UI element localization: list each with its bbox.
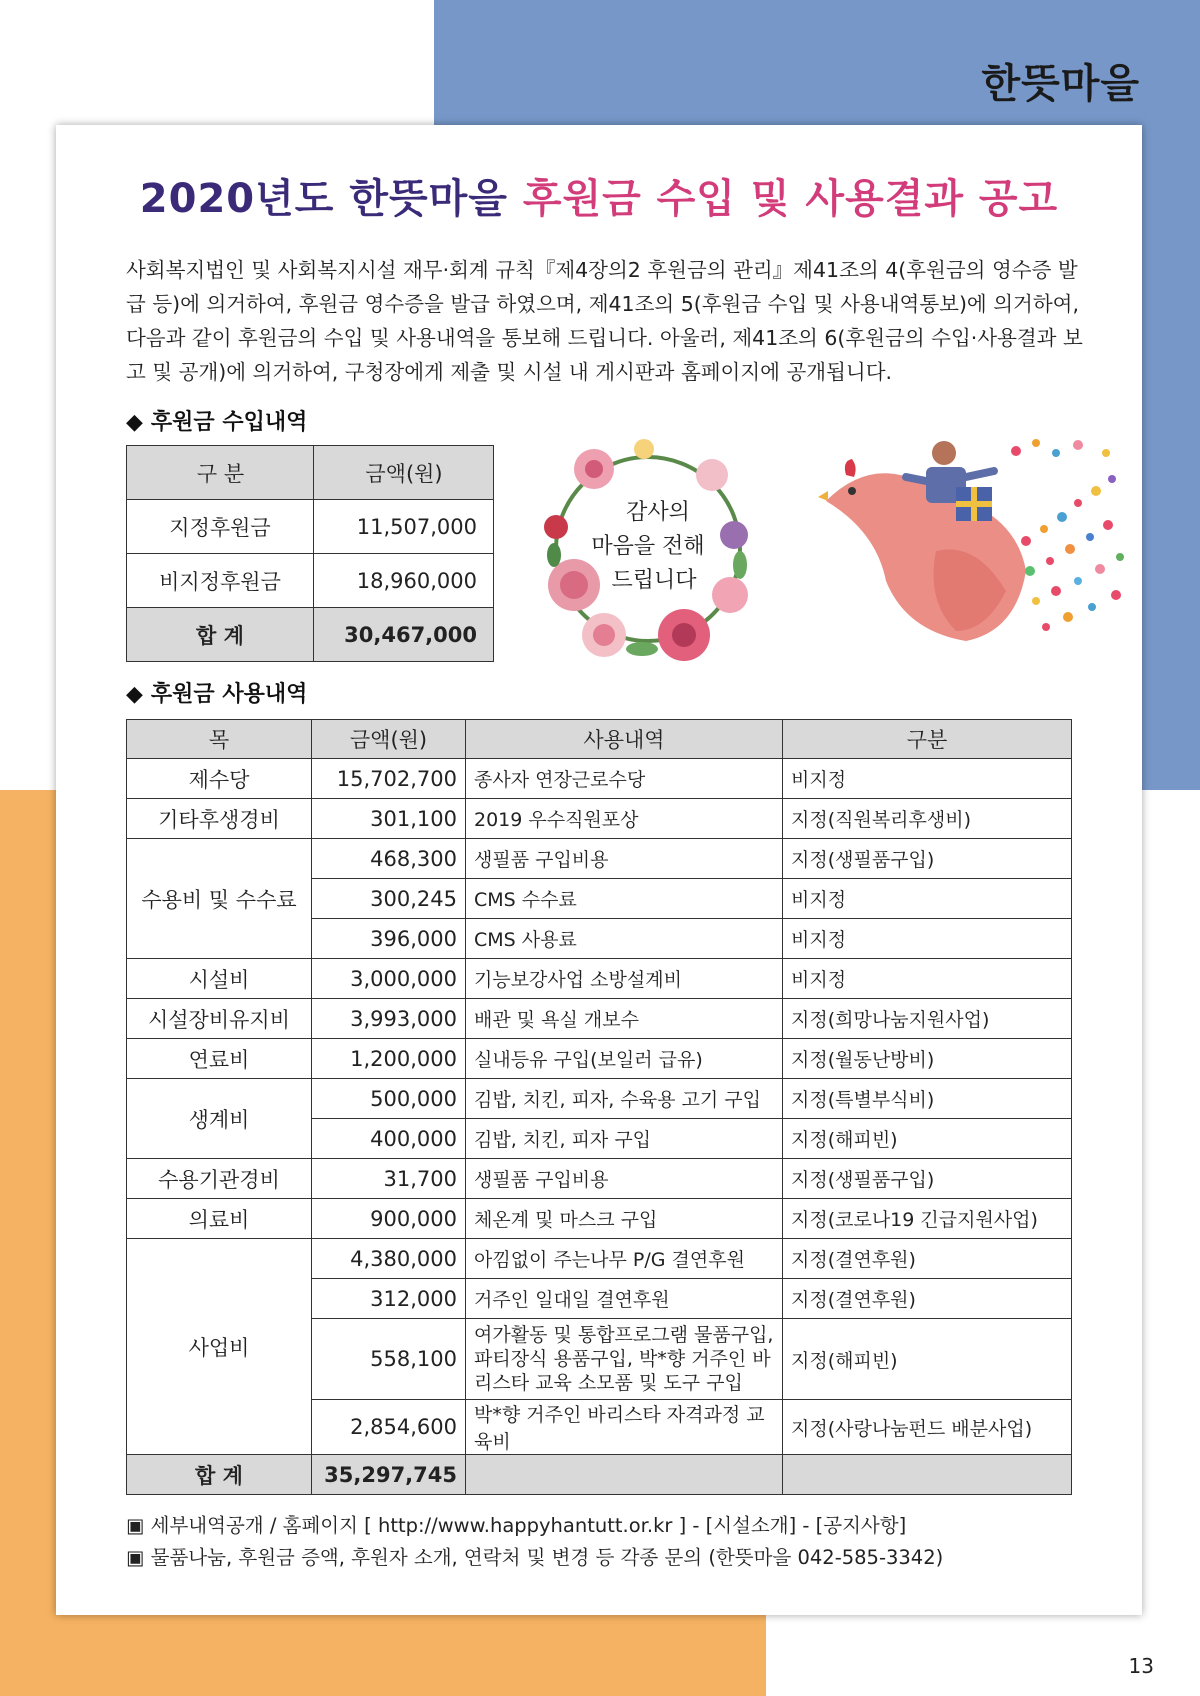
usage-type: 지정(코로나19 긴급지원사업) bbox=[783, 1199, 1072, 1239]
table-header-row bbox=[127, 446, 494, 500]
usage-amount: 2,854,600 bbox=[312, 1400, 466, 1455]
notice-card bbox=[56, 125, 1142, 1615]
usage-type: 지정(직원복리후생비) bbox=[783, 799, 1072, 839]
usage-amount: 558,100 bbox=[312, 1319, 466, 1400]
usage-amount: 3,000,000 bbox=[312, 959, 466, 999]
usage-description: 김밥, 치킨, 피자 구입 bbox=[466, 1119, 783, 1159]
usage-description: 종사자 연장근로수당 bbox=[466, 759, 783, 799]
wreath-text-line: 마음을 전해 bbox=[591, 534, 705, 559]
usage-category: 시설장비유지비 bbox=[127, 999, 312, 1039]
income-table bbox=[126, 445, 494, 662]
usage-amount: 4,380,000 bbox=[312, 1239, 466, 1279]
usage-amount: 400,000 bbox=[312, 1119, 466, 1159]
title-part1: 2020년도 한뜻마을 bbox=[139, 176, 523, 222]
usage-description: 실내등유 구입(보일러 급유) bbox=[466, 1039, 783, 1079]
income-category: 지정후원금 bbox=[127, 500, 314, 554]
usage-description: 생필품 구입비용 bbox=[466, 1159, 783, 1199]
total-label: 합 계 bbox=[127, 608, 314, 662]
header-cell: 목 bbox=[127, 720, 312, 759]
income-total-row bbox=[127, 608, 494, 662]
usage-amount: 312,000 bbox=[312, 1279, 466, 1319]
usage-description: CMS 수수료 bbox=[466, 879, 783, 919]
income-heading: ◆ 후원금 수입내역 bbox=[126, 410, 308, 435]
usage-category: 사업비 bbox=[127, 1239, 312, 1455]
table-row bbox=[127, 1199, 1072, 1239]
usage-amount: 468,300 bbox=[312, 839, 466, 879]
usage-category: 수용비 및 수수료 bbox=[127, 839, 312, 959]
diamond-bullet-icon: ◆ bbox=[126, 410, 143, 435]
diamond-bullet-icon: ◆ bbox=[126, 682, 143, 707]
header-cell: 구 분 bbox=[127, 446, 314, 500]
usage-type: 지정(월동난방비) bbox=[783, 1039, 1072, 1079]
usage-amount: 3,993,000 bbox=[312, 999, 466, 1039]
usage-description: 2019 우수직원포상 bbox=[466, 799, 783, 839]
note-line: ▣ 물품나눔, 후원금 증액, 후원자 소개, 연락처 및 변경 등 각종 문의 (한뜻마을 042-585-3342) bbox=[126, 1546, 944, 1569]
intro-paragraph: 사회복지법인 및 사회복지시설 재무·회계 규칙『제4장의2 후원금의 관리』제41조의 4(후원금의 영수증 발급 등)에 의거하여, 후원금 영수증을 발급 하였으며, 제41조의 5(후원금 수입 및 사용내역통보)에 의거하여, 다음과 같이 후원금의 수입 및 사용내역을 통보해 드립니다. 아울러, 제41조의 6(후원금의 수입·사용결과 보고 및 공개)에 의거하여, 구청장에게 제출 및 시설 내 게시판과 홈페이지에 공개됩니다. bbox=[126, 258, 1083, 384]
header-cell: 금액(원) bbox=[314, 446, 494, 500]
usage-type: 지정(사랑나눔펀드 배분사업) bbox=[783, 1400, 1072, 1455]
usage-type: 지정(생필품구입) bbox=[783, 839, 1072, 879]
usage-type: 지정(희망나눔지원사업) bbox=[783, 999, 1072, 1039]
total-label: 합 계 bbox=[127, 1455, 312, 1495]
income-category: 비지정후원금 bbox=[127, 554, 314, 608]
table-row bbox=[127, 500, 494, 554]
usage-type: 비지정 bbox=[783, 919, 1072, 959]
usage-description: 아낌없이 주는나무 P/G 결연후원 bbox=[466, 1239, 783, 1279]
usage-category: 의료비 bbox=[127, 1199, 312, 1239]
page-number: 13 bbox=[1128, 1654, 1154, 1678]
usage-description: 김밥, 치킨, 피자, 수육용 고기 구입 bbox=[466, 1079, 783, 1119]
total-amount: 30,467,000 bbox=[314, 608, 494, 662]
usage-description: 거주인 일대일 결연후원 bbox=[466, 1279, 783, 1319]
wreath-text-line: 드립니다 bbox=[611, 568, 697, 593]
header-cell: 구분 bbox=[783, 720, 1072, 759]
table-row bbox=[127, 1239, 1072, 1279]
total-amount: 35,297,745 bbox=[312, 1455, 466, 1495]
table-row bbox=[127, 1159, 1072, 1199]
usage-type: 비지정 bbox=[783, 959, 1072, 999]
hearts-trail bbox=[1011, 439, 1124, 631]
title-part2: 후원금 수입 및 사용결과 공고 bbox=[522, 176, 1059, 222]
usage-description: 배관 및 욕실 개보수 bbox=[466, 999, 783, 1039]
usage-type: 지정(결연후원) bbox=[783, 1279, 1072, 1319]
table-row bbox=[127, 554, 494, 608]
header-cell: 사용내역 bbox=[466, 720, 783, 759]
usage-table bbox=[126, 719, 1072, 1495]
empty-cell bbox=[466, 1455, 783, 1495]
table-header-row bbox=[127, 720, 1072, 759]
usage-type: 지정(생필품구입) bbox=[783, 1159, 1072, 1199]
usage-amount: 301,100 bbox=[312, 799, 466, 839]
table-row bbox=[127, 1079, 1072, 1119]
usage-description: 여가활동 및 통합프로그램 물품구입, 파티장식 용품구입, 박*향 거주인 바리스타 교육 소모품 및 도구 구입 bbox=[466, 1319, 783, 1400]
usage-description: 박*향 거주인 바리스타 자격과정 교육비 bbox=[466, 1400, 783, 1455]
table-row bbox=[127, 759, 1072, 799]
income-amount: 11,507,000 bbox=[314, 500, 494, 554]
usage-type: 지정(결연후원) bbox=[783, 1239, 1072, 1279]
usage-amount: 31,700 bbox=[312, 1159, 466, 1199]
usage-category: 생계비 bbox=[127, 1079, 312, 1159]
table-row bbox=[127, 959, 1072, 999]
usage-description: 체온계 및 마스크 구입 bbox=[466, 1199, 783, 1239]
wreath-text-line: 감사의 bbox=[626, 500, 690, 525]
usage-category: 수용기관경비 bbox=[127, 1159, 312, 1199]
usage-category: 연료비 bbox=[127, 1039, 312, 1079]
bird-with-gift-illustration bbox=[816, 431, 1136, 661]
usage-type: 지정(해피빈) bbox=[783, 1119, 1072, 1159]
usage-description: 생필품 구입비용 bbox=[466, 839, 783, 879]
usage-category: 시설비 bbox=[127, 959, 312, 999]
table-row bbox=[127, 799, 1072, 839]
usage-amount: 396,000 bbox=[312, 919, 466, 959]
empty-cell bbox=[783, 1455, 1072, 1495]
income-amount: 18,960,000 bbox=[314, 554, 494, 608]
usage-amount: 15,702,700 bbox=[312, 759, 466, 799]
usage-category: 기타후생경비 bbox=[127, 799, 312, 839]
table-row bbox=[127, 1039, 1072, 1079]
usage-type: 지정(특별부식비) bbox=[783, 1079, 1072, 1119]
table-row bbox=[127, 839, 1072, 879]
page-title bbox=[56, 167, 1142, 224]
header-cell: 금액(원) bbox=[312, 720, 466, 759]
usage-amount: 900,000 bbox=[312, 1199, 466, 1239]
usage-description: CMS 사용료 bbox=[466, 919, 783, 959]
usage-type: 비지정 bbox=[783, 879, 1072, 919]
usage-category: 제수당 bbox=[127, 759, 312, 799]
footer-notes bbox=[126, 1510, 943, 1574]
note-line: ▣ 세부내역공개 / 홈페이지 [ http://www.happyhantutt.or.kr ] - [시설소개] - [공지사항] bbox=[126, 1514, 907, 1537]
flower-wreath-illustration bbox=[534, 435, 762, 663]
usage-type: 지정(해피빈) bbox=[783, 1319, 1072, 1400]
usage-type: 비지정 bbox=[783, 759, 1072, 799]
table-row bbox=[127, 999, 1072, 1039]
usage-total-row bbox=[127, 1455, 1072, 1495]
usage-amount: 500,000 bbox=[312, 1079, 466, 1119]
usage-amount: 300,245 bbox=[312, 879, 466, 919]
usage-amount: 1,200,000 bbox=[312, 1039, 466, 1079]
usage-heading: ◆ 후원금 사용내역 bbox=[126, 682, 308, 707]
usage-description: 기능보강사업 소방설계비 bbox=[466, 959, 783, 999]
brand-title: 한뜻마을 bbox=[981, 61, 1140, 107]
